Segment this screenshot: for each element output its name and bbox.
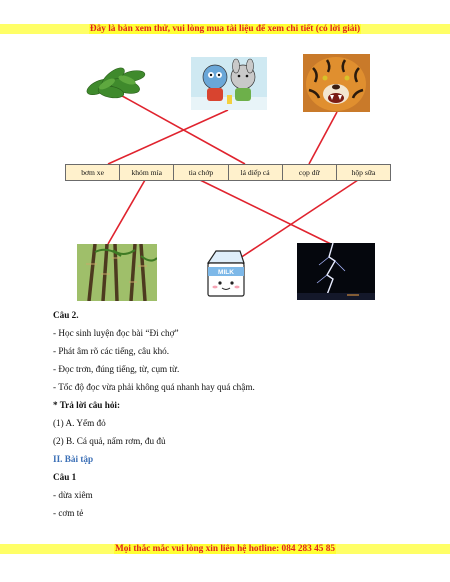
match-line	[200, 180, 335, 246]
tiger-icon	[303, 54, 370, 112]
answer-line: (1) A. Yếm đỏ	[53, 418, 106, 428]
word-cell: hộp sữa	[351, 168, 376, 177]
cartoon-friends-icon	[191, 57, 267, 110]
word-cell: tia chớp	[174, 165, 228, 180]
answer-title: * Trả lời câu hỏi:	[53, 400, 121, 410]
q2-line: - Học sinh luyện đọc bài “Đi chợ”	[53, 328, 179, 338]
match-line	[108, 110, 228, 164]
bottom-banner: Mọi thắc mắc vui lòng xin liên hệ hotline: 084 283 45 85	[0, 544, 450, 554]
word-cell: bơm xe	[66, 165, 120, 180]
milk-label: MILK	[218, 269, 234, 276]
match-line	[108, 180, 145, 244]
q1-line: - dừa xiêm	[53, 490, 93, 500]
match-line	[309, 112, 337, 164]
milk-carton-icon	[200, 247, 250, 299]
sugarcane-icon	[77, 244, 157, 301]
answer-line: (2) B. Cá quả, nấm rơm, đu đủ	[53, 436, 166, 446]
lightning-icon	[297, 243, 375, 300]
word-table	[65, 164, 391, 181]
top-banner: Đây là bản xem thử, vui lòng mua tài liệu để xem chi tiết (có lời giải)	[0, 24, 450, 34]
section-title: II. Bài tập	[53, 454, 94, 464]
q2-title: Câu 2.	[53, 310, 79, 320]
word-cell: khóm mía	[120, 165, 174, 180]
word-cell: lá diếp cá	[229, 165, 283, 180]
q2-line: - Tốc độ đọc vừa phải không quá nhanh hay quá chậm.	[53, 382, 255, 392]
q2-line: - Phát âm rõ các tiếng, câu khó.	[53, 346, 170, 356]
word-cell: cọp dữ	[283, 165, 337, 180]
q1-title: Câu 1	[53, 472, 77, 482]
leaves-icon	[83, 60, 149, 106]
q2-line: - Đọc trơn, đúng tiếng, từ, cụm từ.	[53, 364, 180, 374]
q1-line: - cơm tẻ	[53, 508, 84, 518]
